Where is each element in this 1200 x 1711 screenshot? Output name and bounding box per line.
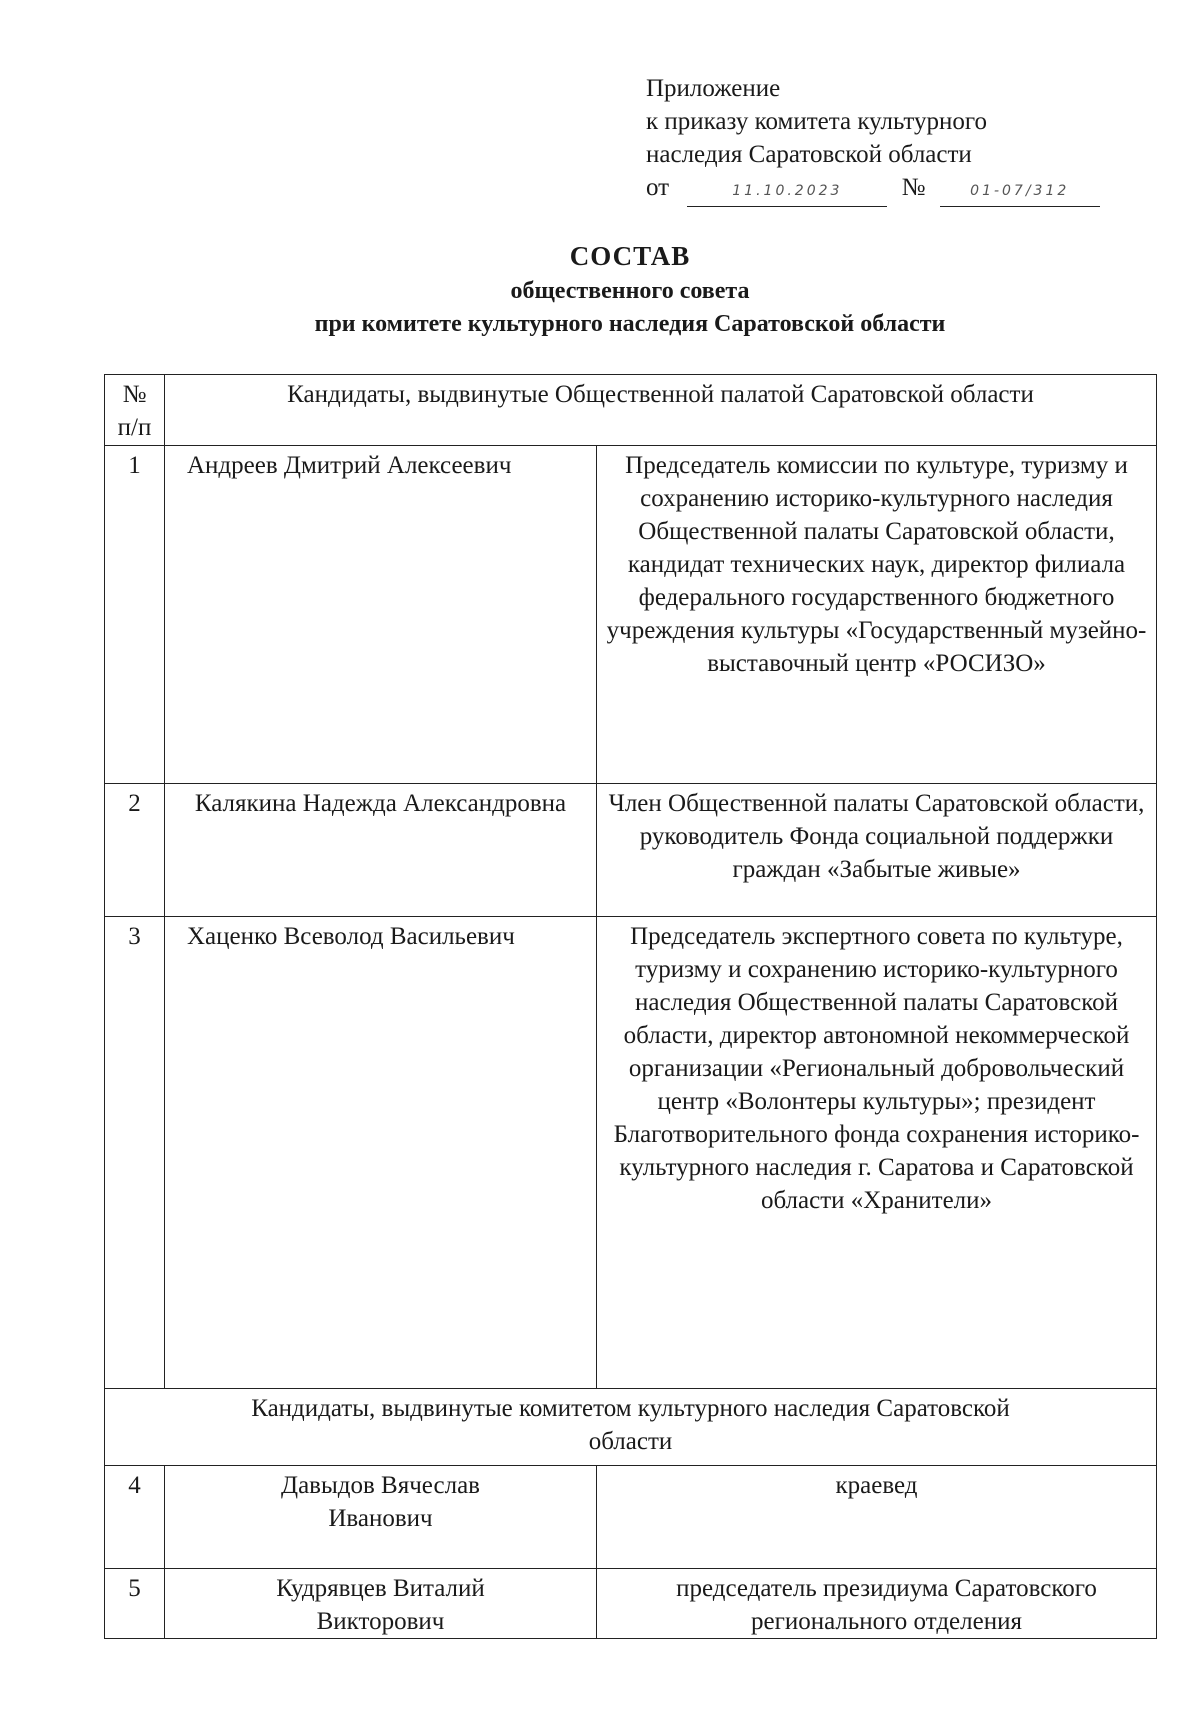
handwritten-date: 11.10.2023 [687,178,887,207]
appendix-line-3: наследия Саратовской области [646,141,972,168]
appendix-line-2: к приказу комитета культурного [646,108,988,135]
row-number: 4 [105,1466,165,1569]
table-row [105,1569,1157,1639]
appendix-line-1: Приложение [646,75,781,102]
member-description: Председатель экспертного совета по культуре, туризму и сохранению историко-культурного наследия Общественной палаты Саратовской области, директор автономной некоммерческой организации «Региональный добровольческий центр «Волонтеры культуры»; президент Благотворительного фонда сохранения историко-культурного наследия г. Саратова и Саратовской области «Хранители» [597,917,1157,1389]
member-name: Хаценко Всеволод Васильевич [165,917,597,1389]
row-number: 3 [105,917,165,1389]
document-title: СОСТАВ [569,241,691,271]
order-date-line [646,171,1100,207]
table-row [105,784,1157,917]
document-subtitle-1: общественного совета [510,278,750,304]
number-column-header: № п/п [105,375,165,446]
section-row [105,1389,1157,1466]
appendix-block [646,72,1100,207]
table-header-row [105,375,1157,446]
handwritten-order-number: 01-07/312 [940,178,1100,207]
member-name: Калякина Надежда Александровна [165,784,597,917]
row-number: 5 [105,1569,165,1639]
table-row [105,1466,1157,1569]
date-prefix: от [646,174,670,201]
member-description: Председатель комиссии по культуре, туризму и сохранению историко-культурного наследия Общественной палаты Саратовской области, кандидат технических наук, директор филиала федерального государственного бюджетного учреждения культуры «Государственный музейно-выставочный центр «РОСИЗО» [597,446,1157,784]
table-row [105,446,1157,784]
council-members-table [104,374,1157,1639]
row-number: 1 [105,446,165,784]
row-number: 2 [105,784,165,917]
number-prefix: № [901,174,926,201]
member-name: Давыдов Вячеслав Иванович [165,1466,597,1569]
document-subtitle-2: при комитете культурного наследия Саратовской области [314,311,946,337]
member-description: председатель президиума Саратовского регионального отделения [597,1569,1157,1639]
section-header-public-chamber: Кандидаты, выдвинутые Общественной палатой Саратовской области [165,375,1157,446]
member-description: краевед [597,1466,1157,1569]
member-description: Член Общественной палаты Саратовской области, руководитель Фонда социальной поддержки граждан «Забытые живые» [597,784,1157,917]
section-header-heritage-committee: Кандидаты, выдвинутые комитетом культурного наследия Саратовской области [105,1389,1157,1466]
member-name: Кудрявцев Виталий Викторович [165,1569,597,1639]
table-row [105,917,1157,1389]
member-name: Андреев Дмитрий Алексеевич [165,446,597,784]
